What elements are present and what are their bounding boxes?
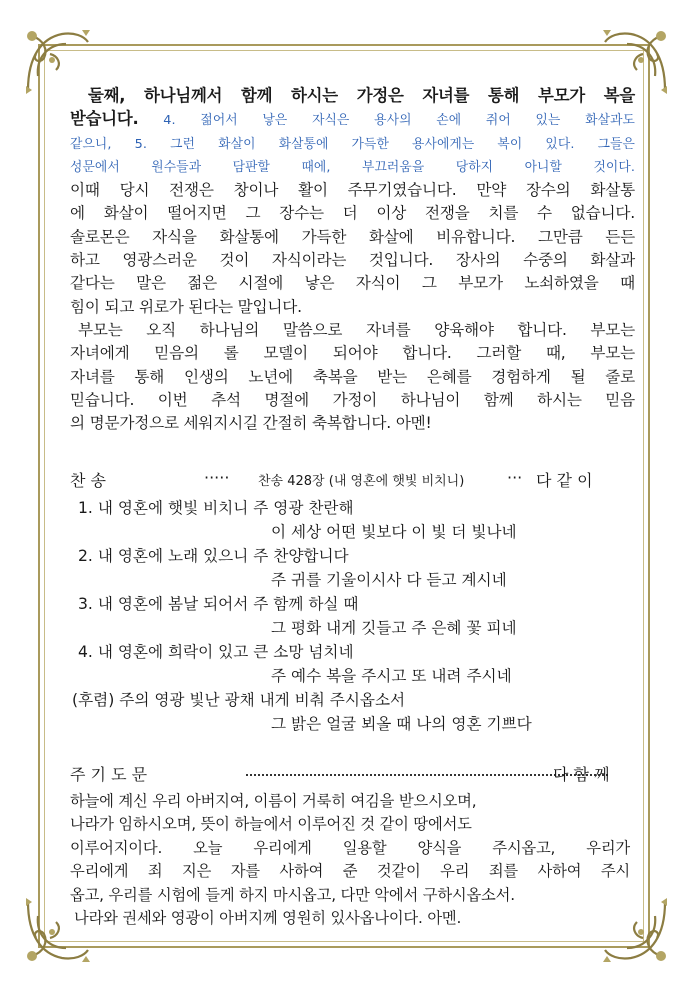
sermon-body-line: 의 명문가정으로 세워지시길 간절히 축복합니다. 아멘! [70,414,432,433]
hymn-verse-line: 4. 내 영혼에 희락이 있고 큰 소망 넘치네 [78,643,354,661]
sermon-body-line: 자녀에게 믿음의 롤 모델이 되어야 합니다. 그러할 때, 부모는 [70,344,635,363]
prayer-line: 옵고, 우리를 시험에 들게 하지 마시옵고, 다만 악에서 구하시옵소서. [70,885,515,904]
hymn-verse-line: 2. 내 영혼에 노래 있으니 주 찬양합니다 [78,547,349,565]
hymn-verse-line: 1. 내 영혼에 햇빛 비치니 주 영광 찬란해 [78,499,354,517]
hymn-verses [72,496,638,736]
sermon-heading-line: 둘째, 하나님께서 함께 하시는 가정은 자녀를 통해 부모가 복을 [88,86,635,105]
hymn-header [70,468,630,494]
hymn-chorus-line: (후렴) 주의 영광 빛난 광채 내게 비춰 주시옵소서 [72,691,406,709]
sermon-body-line: 부모는 오직 하나님의 말씀으로 자녀를 양육해야 합니다. 부모는 [78,320,635,339]
hymn-ellipsis: ··· [507,468,523,487]
hymn-dots: ····· [204,468,230,487]
sermon-body-line: 에 화살이 떨어지면 그 장수는 더 이상 전쟁을 치를 수 없습니다. [70,204,635,223]
prayer-line: 나라와 권세와 영광이 아버지께 영원히 있사옵나이다. 아멘. [74,909,462,928]
hymn-verse-line: 이 세상 어떤 빛보다 이 빛 더 빛나네 [271,523,517,541]
prayer-text [70,790,630,930]
sermon-body-line: 같다는 말은 젊은 시절에 낳은 자식이 그 부모가 노쇠하였을 때 [70,274,635,293]
scripture-text: 같으니, 5. 그런 화살이 화살통에 가득한 용사에게는 복이 있다. 그들은 [70,136,635,152]
hymn-label: 찬 송 [70,471,106,490]
prayer-line: 우리에게 죄 지은 자를 사하여 준 것같이 우리 죄를 사하여 주시 [70,862,630,881]
hymn-together: 다 같 이 [536,471,593,490]
prayer-line: 이루어지이다. 오늘 우리에게 일용할 양식을 주시옵고, 우리가 [70,838,630,857]
sermon-body-line: 이때 당시 전쟁은 창이나 활이 주무기였습니다. 만약 장수의 화살통 [70,181,635,200]
sermon-heading-end: 받습니다. [70,109,139,129]
sermon-body-line: 하고 영광스러운 것이 자식이라는 것입니다. 장사의 수중의 화살과 [70,251,635,270]
hymn-verse-line: 주 예수 복을 주시고 또 내려 주시네 [271,667,512,685]
sermon-verse-line [70,107,635,132]
sermon-body-line: 힘이 되고 위로가 된다는 말입니다. [70,297,302,316]
prayer-together: 다 함 께 [553,765,610,784]
hymn-verse-line: 3. 내 영혼에 봄날 되어서 주 함께 하실 때 [78,595,359,613]
hymn-verse-line: 주 귀를 기울이시사 다 듣고 계시네 [271,571,507,589]
sermon-body-line: 솔로몬은 자식을 화살통에 가득한 화살에 비유합니다. 그만큼 든든 [70,227,635,246]
sermon-section [70,84,635,435]
hymn-verse-line: 그 평화 내게 깃들고 주 은혜 꽃 피네 [271,619,517,637]
sermon-body-line: 자녀를 통해 인생의 노년에 축복을 받는 은혜를 경험하게 될 줄로 [70,367,635,386]
scripture-text: 4. 젊어서 낳은 자식은 용사의 손에 쥐어 있는 화살과도 [138,113,635,129]
prayer-label: 주 기 도 문 [70,765,148,784]
sermon-body-line: 믿습니다. 이번 추석 명절에 가정이 하나님이 함께 하시는 믿음 [70,390,635,409]
prayer-line: 나라가 임하시오며, 뜻이 하늘에서 이루어진 것 같이 땅에서도 [70,815,472,834]
prayer-line: 하늘에 계신 우리 아버지여, 이름이 거룩히 여김을 받으시오며, [70,792,477,810]
prayer-header [70,762,630,786]
scripture-text: 성문에서 원수들과 담판할 때에, 부끄러움을 당하지 아니할 것이다. [70,159,635,175]
hymn-title: 찬송 428장 (내 영혼에 햇빛 비치니) [258,474,465,489]
hymn-chorus-line: 그 밝은 얼굴 뵈올 때 나의 영혼 기쁘다 [271,715,532,733]
